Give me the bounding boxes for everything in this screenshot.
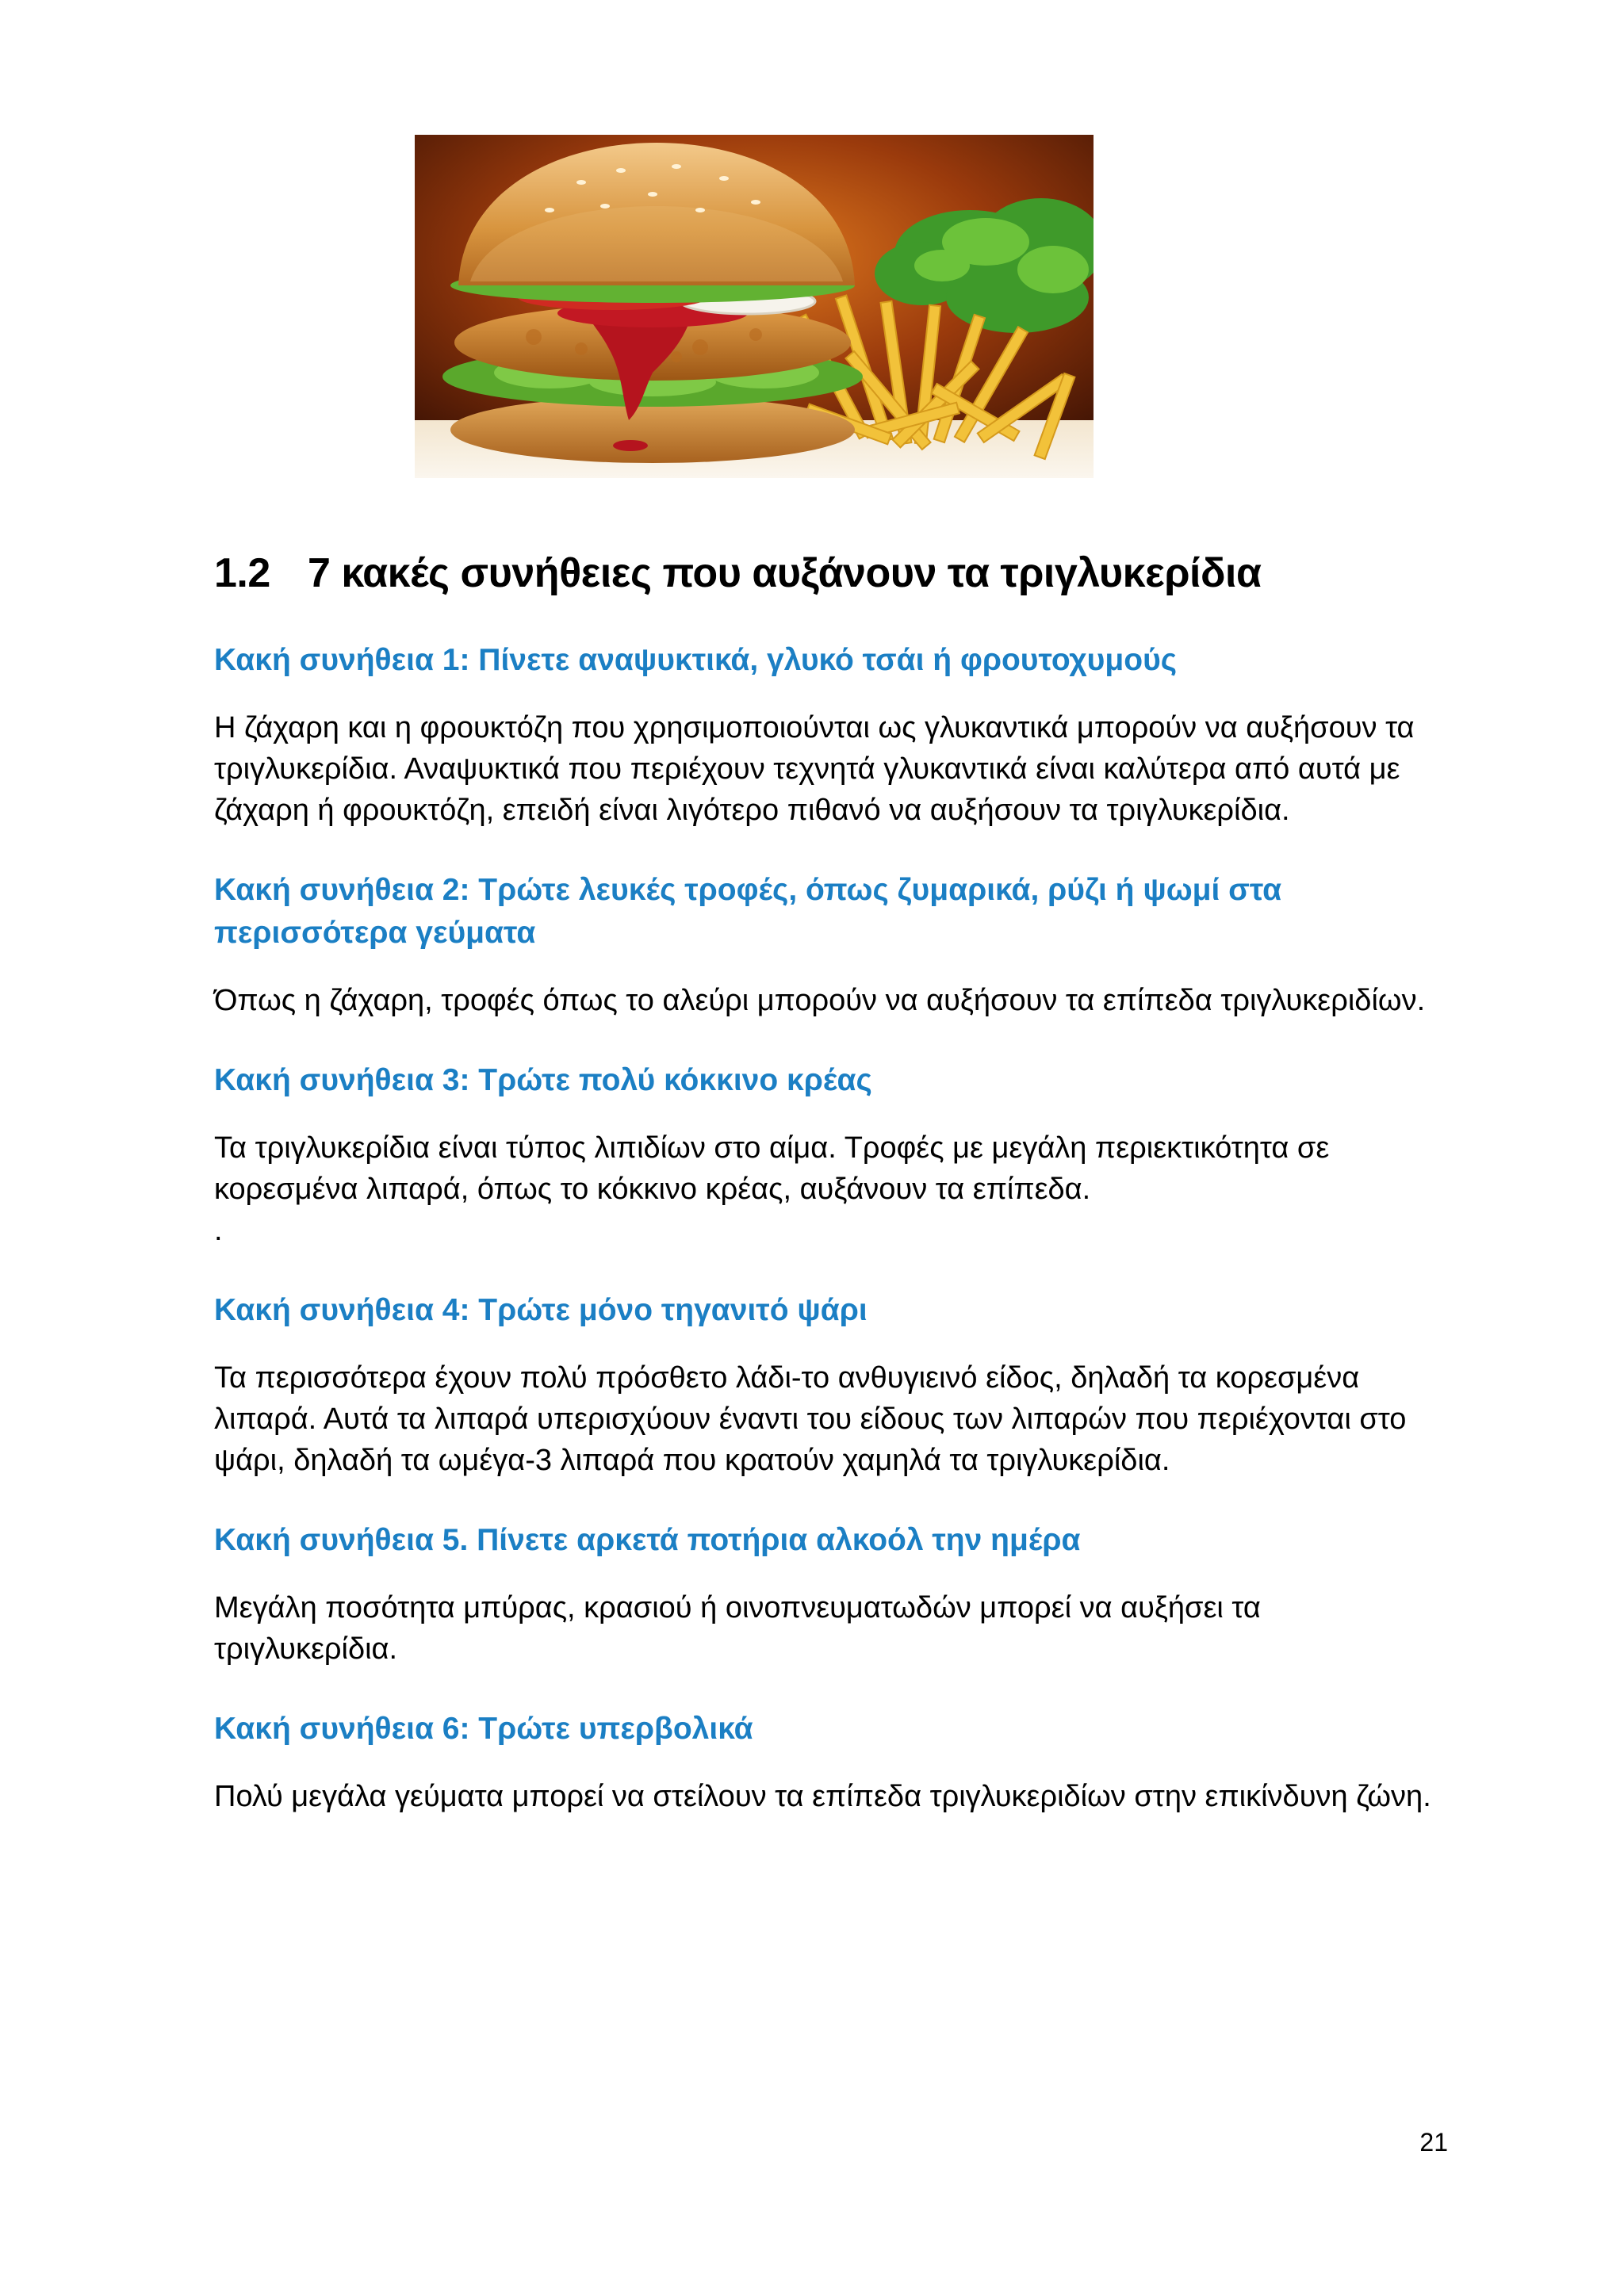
habit-text-4: Τα περισσότερα έχουν πολύ πρόσθετο λάδι-το ανθυγιεινό είδος, δηλαδή τα κορεσμένα λιπαρά. Αυτά τα λιπαρά υπερισχύουν έναντι του είδους των λιπαρών που περιέχονται στο ψάρι, δηλαδή τα ωμέγα-3 λιπαρά που κρατούν χαμηλά τα τριγλυκερίδια. xyxy=(214,1361,1407,1477)
burger-fries-illustration xyxy=(415,135,1094,478)
habit-text-3-block xyxy=(214,1127,1451,1251)
habit-title-5: Κακή συνήθεια 5. Πίνετε αρκετά ποτήρια αλκοόλ την ημέρα xyxy=(214,1523,1081,1557)
habit-title-6: Κακή συνήθεια 6: Τρώτε υπερβολικά xyxy=(214,1712,753,1746)
section-number: 1.2 xyxy=(214,550,270,596)
habit-text-1: Η ζάχαρη και η φρουκτόζη που χρησιμοποιούνται ως γλυκαντικά μπορούν να αυξήσουν τα τριγλυκερίδια. Αναψυκτικά που περιέχουν τεχνητά γλυκαντικά είναι καλύτερα από αυτά με ζάχαρη ή φρουκτόζη, επειδή είναι λιγότερο πιθανό να αυξήσουν τα τριγλυκερίδια. xyxy=(214,711,1415,827)
page-number: 21 xyxy=(1419,2128,1448,2156)
habit-text-6: Πολύ μεγάλα γεύματα μπορεί να στείλουν τα επίπεδα τριγλυκεριδίων στην επικίνδυνη ζώνη. xyxy=(214,1780,1431,1813)
habit-text-2: Όπως η ζάχαρη, τροφές όπως το αλεύρι μπορούν να αυξήσουν τα επίπεδα τριγλυκεριδίων. xyxy=(214,984,1426,1017)
burger-fries-photo xyxy=(415,135,1094,478)
habit-title-4: Κακή συνήθεια 4: Τρώτε μόνο τηγανιτό ψάρι xyxy=(214,1293,868,1327)
article-content xyxy=(214,545,1451,1855)
habit-text-5: Μεγάλη ποσότητα μπύρας, κρασιού ή οινοπνευματωδών μπορεί να αυξήσει τα τριγλυκερίδια. xyxy=(214,1591,1261,1666)
habit-title-3: Κακή συνήθεια 3: Τρώτε πολύ κόκκινο κρέας xyxy=(214,1063,872,1097)
section-heading xyxy=(214,545,1451,601)
habit-title-2: Κακή συνήθεια 2: Τρώτε λευκές τροφές, όπως ζυμαρικά, ρύζι ή ψωμί στα περισσότερα γεύματα xyxy=(214,873,1282,950)
trailing-dot: . xyxy=(214,1214,223,1247)
section-title: 7 κακές συνήθειες που αυξάνουν τα τριγλυκερίδια xyxy=(308,550,1262,596)
habit-text-3: Τα τριγλυκερίδια είναι τύπος λιπιδίων στο αίμα. Τροφές με μεγάλη περιεκτικότητα σε κορεσμένα λιπαρά, όπως το κόκκινο κρέας, αυξάνουν τα επίπεδα. xyxy=(214,1131,1330,1206)
habit-title-1: Κακή συνήθεια 1: Πίνετε αναψυκτικά, γλυκό τσάι ή φρουτοχυμούς xyxy=(214,643,1178,677)
